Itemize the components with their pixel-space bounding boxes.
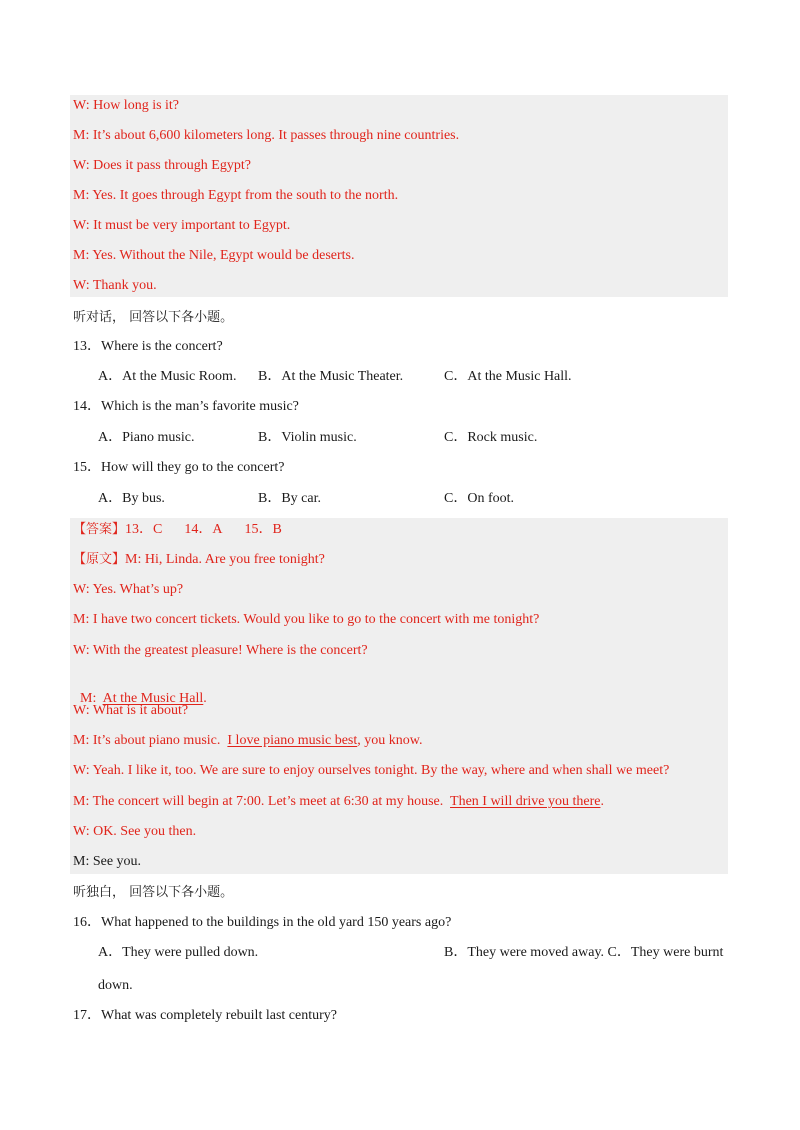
question-13-stem: 13．Where is the concert? <box>73 339 223 354</box>
answer-tag: 【答案】 <box>73 522 126 537</box>
dialogue-line: W: It must be very important to Egypt. <box>73 218 291 233</box>
transcript-line <box>73 732 422 750</box>
transcript-line <box>73 793 604 811</box>
transcript-line: W: With the greatest pleasure! Where is the concert? <box>73 643 368 658</box>
question-14-stem: 14．Which is the man’s favorite music? <box>73 399 299 414</box>
answer-13: 13．C <box>125 522 163 537</box>
dialogue-line: W: How long is it? <box>73 98 180 113</box>
dialogue-line: W: Thank you. <box>73 278 157 293</box>
transcript-speaker: M: <box>80 691 103 706</box>
question-17-stem: 17．What was completely rebuilt last century? <box>73 1008 337 1023</box>
dialogue-line: W: Does it pass through Egypt? <box>73 158 251 173</box>
answer-14: 14．A <box>184 522 223 537</box>
answer-line <box>73 521 282 539</box>
question-13-option-c: C．At the Music Hall. <box>444 369 572 384</box>
underlined-key-phrase: I love piano music best <box>227 733 358 748</box>
question-13-option-a: A．At the Music Room. <box>98 369 237 384</box>
question-16-option-a: A．They were pulled down. <box>98 945 259 960</box>
dialogue-line: M: Yes. It goes through Egypt from the south to the north. <box>73 188 399 203</box>
question-16-option-wrap: down. <box>98 978 133 993</box>
question-16-options-bc: B．They were moved away. C．They were burnt <box>444 945 724 960</box>
transcript-punctuation: . <box>203 691 207 706</box>
transcript-first-line: M: Hi, Linda. Are you free tonight? <box>125 552 325 567</box>
transcript-line: W: Yes. What’s up? <box>73 582 184 597</box>
section-instruction: 听独白， 回答以下各小题。 <box>73 885 234 900</box>
transcript-line: W: OK. See you then. <box>73 824 197 839</box>
underlined-key-phrase: Then I will drive you there <box>450 794 601 809</box>
answer-15: 15．B <box>244 522 282 537</box>
dialogue-line: M: Yes. Without the Nile, Egypt would be deserts. <box>73 248 355 263</box>
transcript-tag: 【原文】 <box>73 552 126 567</box>
question-15-option-c: C．On foot. <box>444 491 514 506</box>
question-15-stem: 15．How will they go to the concert? <box>73 460 285 475</box>
transcript-line <box>73 551 325 569</box>
transcript-text: M: It’s about piano music. <box>73 733 228 748</box>
question-15-option-a: A．By bus. <box>98 491 165 506</box>
transcript-line: W: What is it about? <box>73 703 189 718</box>
transcript-line: M: See you. <box>73 854 142 869</box>
question-14-option-c: C．Rock music. <box>444 430 538 445</box>
question-15-option-b: B．By car. <box>258 491 321 506</box>
transcript-text: , you know. <box>357 733 423 748</box>
transcript-punctuation: . <box>600 794 604 809</box>
question-14-option-b: B．Violin music. <box>258 430 357 445</box>
question-16-stem: 16．What happened to the buildings in the old yard 150 years ago? <box>73 915 452 930</box>
transcript-line: M: I have two concert tickets. Would you like to go to the concert with me tonight? <box>73 612 540 627</box>
transcript-line: W: Yeah. I like it, too. We are sure to enjoy ourselves tonight. By the way, where and when shall we meet? <box>73 763 670 778</box>
underlined-key-phrase: At the Music Hall <box>102 691 204 706</box>
question-14-option-a: A．Piano music. <box>98 430 195 445</box>
dialogue-line: M: It’s about 6,600 kilometers long. It passes through nine countries. <box>73 128 460 143</box>
question-13-option-b: B．At the Music Theater. <box>258 369 404 384</box>
transcript-text: M: The concert will begin at 7:00. Let’s meet at 6:30 at my house. <box>73 794 451 809</box>
section-instruction: 听对话， 回答以下各小题。 <box>73 310 234 325</box>
